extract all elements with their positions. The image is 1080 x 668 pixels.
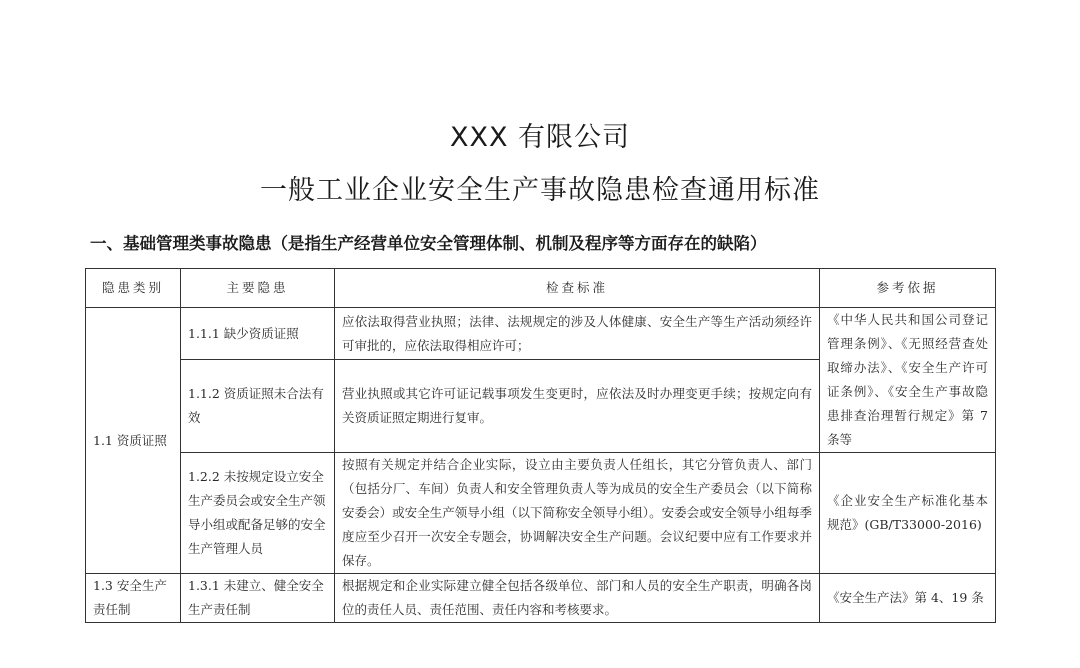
company-name: XXX 有限公司: [449, 122, 631, 153]
basis-cell: 《安全生产法》第 4、19 条: [820, 574, 996, 623]
standard-cell: 营业执照或其它许可证记载事项发生变更时，应依法及时办理变更手续；按规定向有关资质证照定期进行复审。: [335, 360, 820, 453]
category-cell: 1.3 安全生产责任制: [86, 574, 181, 623]
hazard-cell: 1.1.1 缺少资质证照: [181, 308, 335, 360]
document-title: 一般工业企业安全生产事故隐患检查通用标准: [260, 175, 820, 206]
hazard-cell: 1.2.2 未按规定设立安全生产委员会或安全生产领导小组或配备足够的安全生产管理人员: [181, 453, 335, 574]
hazard-cell: 1.1.2 资质证照未合法有效: [181, 360, 335, 453]
table-row: [86, 308, 996, 360]
header-category: 隐患类别: [86, 269, 181, 308]
standard-cell: 应依法取得营业执照；法律、法规规定的涉及人体健康、安全生产等生产活动须经许可审批的，应依法取得相应许可；: [335, 308, 820, 360]
basis-cell: 《中华人民共和国公司登记管理条例》、《无照经营查处取缔办法》、《安全生产许可证条例》、《安全生产事故隐患排查治理暂行规定》第 7 条等: [820, 308, 996, 453]
table-row: [86, 574, 996, 623]
category-cell: 1.1 资质证照: [86, 308, 181, 574]
section-heading: 一、基础管理类事故隐患（是指生产经营单位安全管理体制、机制及程序等方面存在的缺陷）: [90, 234, 767, 253]
basis-cell: 《企业安全生产标准化基本规范》(GB/T33000-2016): [820, 453, 996, 574]
table-row: [86, 453, 996, 574]
standard-cell: 根据规定和企业实际建立健全包括各级单位、部门和人员的安全生产职责，明确各岗位的责任人员、责任范围、责任内容和考核要求。: [335, 574, 820, 623]
header-hazard: 主要隐患: [181, 269, 335, 308]
header-standard: 检查标准: [335, 269, 820, 308]
table-header-row: [86, 269, 996, 308]
hazard-standards-table: [85, 268, 996, 623]
standard-cell: 按照有关规定并结合企业实际，设立由主要负责人任组长，其它分管负责人、部门（包括分厂、车间）负责人和安全管理负责人等为成员的安全生产委员会（以下简称安委会）或安全生产领导小组（以下简称安全领导小组）。安委会或安全领导小组每季度应至少召开一次安全专题会，协调解决安全生产问题。会议纪要中应有工作要求并保存。: [335, 453, 820, 574]
hazard-cell: 1.3.1 未建立、健全安全生产责任制: [181, 574, 335, 623]
header-basis: 参考依据: [820, 269, 996, 308]
